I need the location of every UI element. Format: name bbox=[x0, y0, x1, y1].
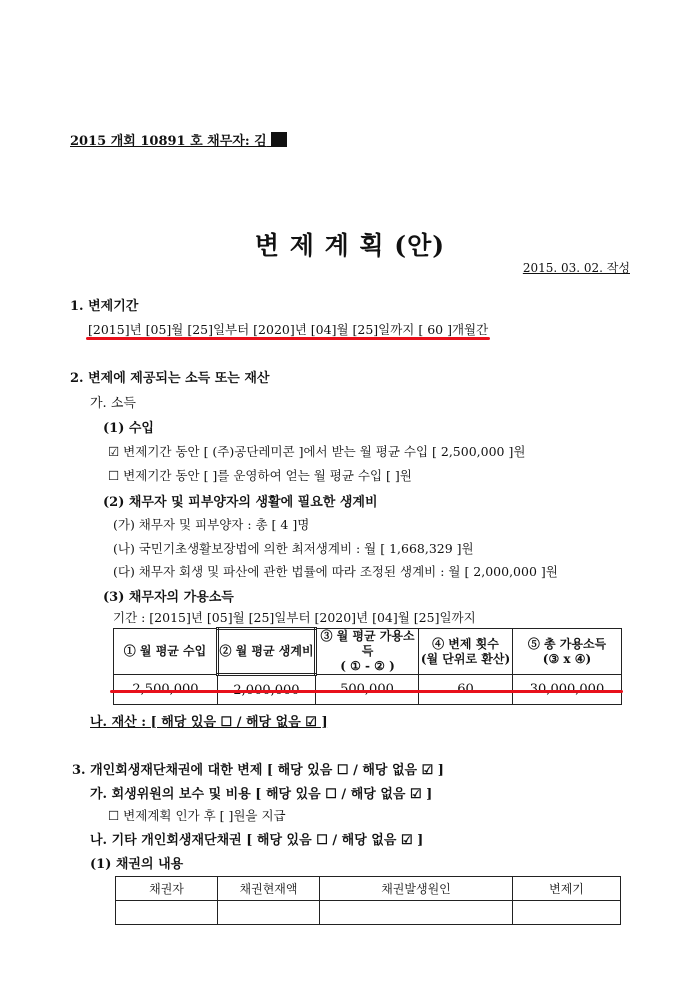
col-claim-cause: 채권발생원인 bbox=[320, 877, 513, 901]
col-monthly-income-header: ① 월 평균 수입 bbox=[114, 629, 218, 675]
claims-header-row bbox=[116, 877, 621, 901]
living-cost-c: (다) 채무자 회생 및 파산에 관한 법률에 따라 조정된 생계비 : 월 [ 2,000,000 ]원 bbox=[113, 564, 558, 579]
table-row bbox=[116, 901, 621, 925]
document-title: 변 제 계 획 (안) bbox=[254, 231, 446, 260]
col-living-cost-header: ② 월 평균 생계비 bbox=[218, 629, 316, 675]
section-1-heading: 1. 변제기간 bbox=[70, 299, 139, 314]
income-subheading: 가. 소득 bbox=[90, 396, 136, 411]
property-line: 나. 재산 : [ 해당 있음 ☐ / 해당 없음 ☑ ] bbox=[90, 715, 328, 730]
other-claims-heading: 나. 기타 개인회생재단채권 [ 해당 있음 ☐ / 해당 없음 ☑ ] bbox=[90, 833, 424, 848]
income-line-2: ☐ 변제기간 동안 [ ]를 운영하여 얻는 월 평균 수입 [ ]원 bbox=[108, 468, 412, 483]
col-due-date: 변제기 bbox=[513, 877, 621, 901]
repayment-period: [2015]년 [05]월 [25]일부터 [2020]년 [04]월 [25]일까지 [ 60 ]개월간 bbox=[88, 322, 489, 337]
available-income-period: 기간 : [2015]년 [05]월 [25]일부터 [2020]년 [04]월 [25]일까지 bbox=[113, 610, 476, 625]
claims-table bbox=[115, 876, 621, 925]
col-current-amount: 채권현재액 bbox=[218, 877, 320, 901]
living-cost-heading: (2) 채무자 및 피부양자의 생활에 필요한 생계비 bbox=[103, 495, 378, 510]
trustee-fee-heading: 가. 회생위원의 보수 및 비용 [ 해당 있음 ☐ / 해당 없음 ☑ ] bbox=[90, 787, 433, 802]
col-available-income-header: ③ 월 평균 가용소득 ( ① - ② ) bbox=[316, 629, 419, 675]
col-total-income-header: ⑤ 총 가용소득 (③ x ④) bbox=[513, 629, 622, 675]
available-income-table bbox=[113, 627, 622, 705]
case-number-line bbox=[70, 130, 301, 149]
col-creditor: 채권자 bbox=[116, 877, 218, 901]
living-cost-b: (나) 국민기초생활보장법에 의한 최저생계비 : 월 [ 1,668,329 ]원 bbox=[113, 541, 474, 556]
section-3-heading: 3. 개인회생재단채권에 대한 변제 [ 해당 있음 ☐ / 해당 없음 ☑ ] bbox=[72, 763, 444, 778]
living-cost-a: (가) 채무자 및 피부양자 : 총 [ 4 ]명 bbox=[113, 517, 310, 532]
claims-content-heading: (1) 채권의 내용 bbox=[90, 857, 184, 872]
section-2-heading: 2. 변제에 제공되는 소득 또는 재산 bbox=[70, 371, 270, 386]
table-header-row bbox=[114, 629, 622, 675]
income-line-1: ☑ 변제기간 동안 [ (주)공단레미콘 ]에서 받는 월 평균 수입 [ 2,500,000 ]원 bbox=[108, 444, 526, 459]
income-heading: (1) 수입 bbox=[103, 421, 154, 436]
available-income-heading: (3) 채무자의 가용소득 bbox=[103, 590, 234, 605]
document-date: 2015. 03. 02. 작성 bbox=[522, 261, 630, 275]
case-number-text: 2015 개회 10891 호 채무자: 김 bbox=[70, 134, 267, 149]
trustee-fee-line: ☐ 변제계획 인가 후 [ ]원을 지급 bbox=[108, 808, 286, 823]
col-repayment-count-header: ④ 변제 횟수 (월 단위로 환산) bbox=[419, 629, 513, 675]
period-highlight-line bbox=[86, 337, 490, 340]
table-highlight-line bbox=[110, 690, 623, 693]
redaction-block bbox=[271, 132, 287, 147]
